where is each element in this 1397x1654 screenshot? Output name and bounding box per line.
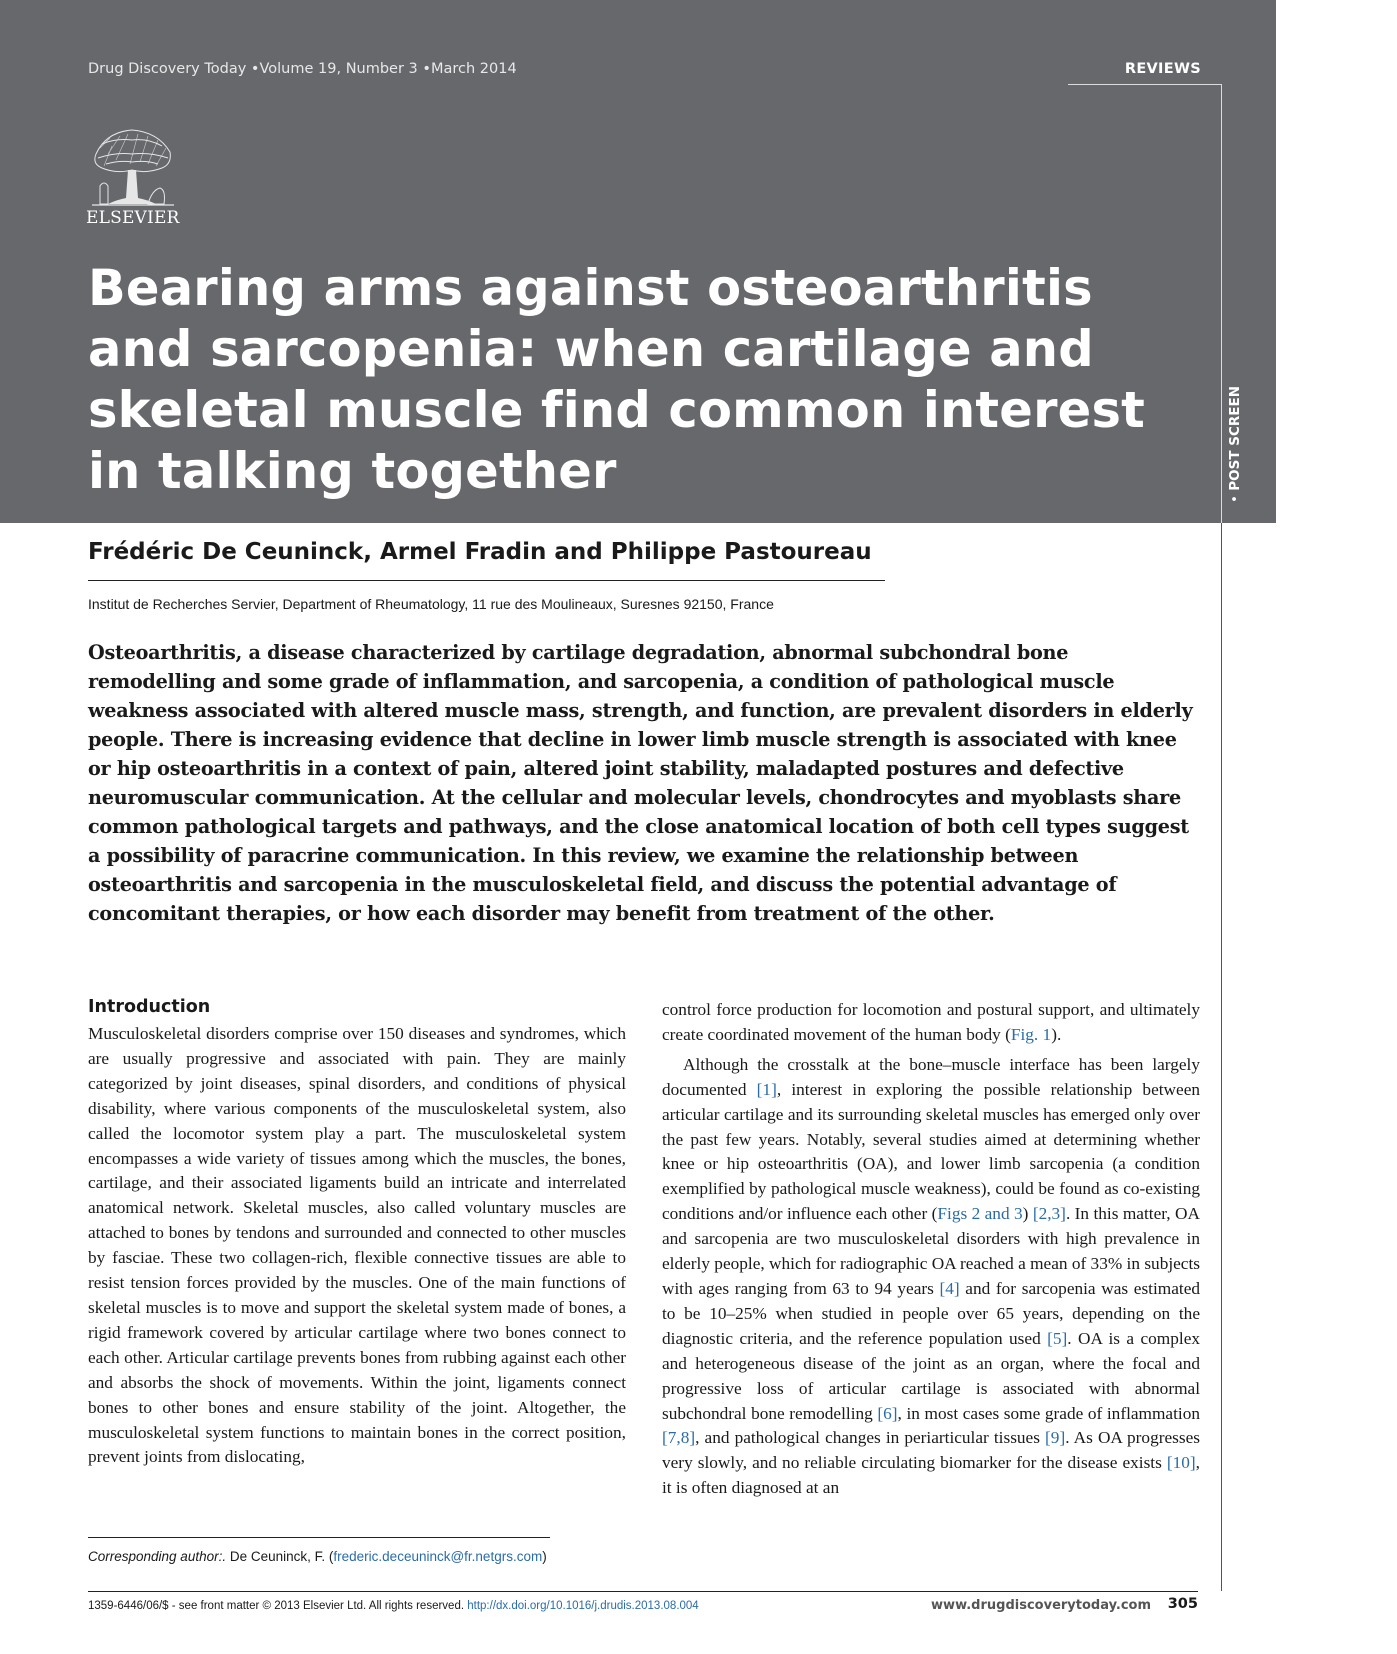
paragraph-text: ). [1051, 1024, 1062, 1044]
body-column-right [662, 998, 1200, 1501]
citation-link[interactable]: [4] [939, 1278, 960, 1298]
journal-name: Drug Discovery Today [88, 61, 247, 77]
doi-link[interactable]: http://dx.doi.org/10.1016/j.drudis.2013.08.004 [467, 1600, 699, 1612]
citation-link[interactable]: [10] [1166, 1453, 1196, 1473]
copyright-text: 1359-6446/06/$ - see front matter © 2013 Elsevier Ltd. All rights reserved. [88, 1600, 465, 1612]
citation-link[interactable]: [5] [1047, 1328, 1068, 1348]
side-tab-prefix: Reviews [1341, 487, 1397, 503]
intro-paragraph-1: Musculoskeletal disorders comprise over 150 diseases and syndromes, which are usually progressive and associated with pain. They are mainly categorized by joint diseases, spinal disorders, and conditions of physical disability, where various components of the musculoskeletal system, also called the locomotor system play a part. The musculoskeletal system encompasses a wide variety of tissues among which the muscles, the bones, cartilage, and their associated ligaments build an intricate and interrelated anatomical network. Skeletal muscles, also called voluntary muscles are attached to bones by tendons and surrounded and connected to other muscles by fasciae. These two collagen-rich, flexible connective tissues are able to resist tension forces provided by the muscles. One of the main functions of skeletal muscles is to move and support the skeletal system made of bones, a rigid framework covered by articular cartilage where two bones connect to each other. Articular cartilage prevents bones from rubbing against each other and absorbs the shock of movements. Within the joint, ligaments connect bones to other bones and ensure stability of the joint. Altogether, the musculoskeletal system functions to maintain bones in the correct position, prevent joints from dislocating, [88, 1024, 626, 1467]
journal-date: March 2014 [430, 61, 517, 77]
journal-info [88, 61, 517, 77]
side-rule-vertical-top [1221, 84, 1222, 523]
copyright-line [88, 1600, 699, 1612]
paragraph-text: . As OA progresses very slowly, and no reliable circulating biomarker for the disease exists [662, 1428, 1200, 1473]
corresponding-name: De Ceuninck, F. [229, 1549, 326, 1564]
bullet-separator: • [422, 61, 431, 77]
side-rule [1068, 84, 1222, 85]
paragraph-text: , and pathological changes in periarticular tissues [695, 1428, 1046, 1448]
paragraph-text: Although the crosstalk at the bone–muscle interface has been largely documented [662, 1054, 1200, 1099]
intro-paragraph-continued [662, 998, 1200, 1048]
citation-link[interactable]: [7,8] [662, 1428, 696, 1448]
citation-link[interactable]: [6] [877, 1403, 898, 1423]
figure-reference-link[interactable]: Figs 2 and 3 [937, 1204, 1023, 1224]
side-tab-label: POST SCREEN [1227, 385, 1243, 491]
paragraph-text: and for sarcopenia was estimated to be 10–25% when studied in people over 65 years, depending on the diagnostic criteria, and the reference population used [662, 1278, 1200, 1348]
email-link[interactable]: frederic.deceuninck@fr.netgrs.com [333, 1549, 543, 1564]
intro-paragraph-2 [662, 1053, 1200, 1501]
paragraph-text: , in most cases some grade of inflammation [897, 1403, 1200, 1423]
page-number: 305 [1167, 1596, 1198, 1612]
publisher-name: ELSEVIER [86, 208, 180, 228]
paragraph-text: . OA is a complex and heterogeneous disease of the joint as an organ, where the focal and progressive loss of articular cartilage is associated with abnormal subchondral bone remodelling [662, 1328, 1201, 1423]
paragraph-text: , it is often diagnosed at an [662, 1453, 1200, 1498]
affiliation: Institut de Recherches Servier, Department of Rheumatology, 11 rue des Moulineaux, Suresnes 92150, France [88, 596, 774, 612]
side-section-tab: Reviews • POST SCREEN [1227, 385, 1397, 503]
corresponding-label: Corresponding author:. [88, 1549, 227, 1564]
side-rule-vertical [1221, 523, 1222, 1591]
paragraph-text: , interest in exploring the possible relationship between articular cartilage and its surrounding skeletal muscles has emerged only over the past few years. Notably, several studies aimed at determining whether knee or hip osteoarthritis (OA), and lower limb sarcopenia (a condition exemplified by pathological muscle weakness), could be found as co-existing conditions and/or influence each other ( [662, 1079, 1200, 1224]
author-list: Frédéric De Ceuninck, Armel Fradin and Philippe Pastoureau [88, 539, 872, 565]
section-label: REVIEWS [1124, 61, 1201, 77]
bullet-separator: • [250, 61, 260, 77]
footnote-divider [88, 1537, 550, 1538]
paragraph-text: . In this matter, OA and sarcopenia are two musculoskeletal disorders with high prevalence in elderly people, which for radiographic OA reached a mean of 33% in subjects with ages ranging from 63 to 94 years [662, 1204, 1200, 1298]
article-title: Bearing arms against osteoarthritis and sarcopenia: when cartilage and skeletal muscle find common interest in talking together [88, 259, 1145, 500]
paragraph-text: control force production for locomotion and postural support, and ultimately create coordinated movement of the human body ( [662, 1000, 1200, 1044]
corresponding-author: Corresponding author:. De Ceuninck, F. (frederic.deceuninck@fr.netgrs.com) [88, 1549, 547, 1564]
citation-link[interactable]: [1] [756, 1079, 777, 1099]
citation-link[interactable]: [2,3] [1032, 1204, 1066, 1224]
section-heading-introduction: Introduction [88, 997, 211, 1017]
journal-website[interactable]: www.drugdiscoverytoday.com [931, 1598, 1151, 1613]
citation-link[interactable]: [9] [1045, 1428, 1066, 1448]
journal-volume: Volume 19, Number 3 [259, 61, 418, 77]
footer-divider [88, 1591, 1198, 1592]
paragraph-text: ) [1022, 1204, 1033, 1224]
figure-reference-link[interactable]: Fig. 1 [1010, 1024, 1052, 1044]
abstract: Osteoarthritis, a disease characterized by cartilage degradation, abnormal subchondral bone remodelling and some grade of inflammation, and sarcopenia, a condition of pathological muscle weakness associated with altered muscle mass, strength, and function, are prevalent disorders in elderly people. There is increasing evidence that decline in lower limb muscle strength is associated with knee or hip osteoarthritis in a context of pain, altered joint stability, maladapted postures and defective neuromuscular communication. At the cellular and molecular levels, chondrocytes and myoblasts share common pathological targets and pathways, and the close anatomical location of both cell types suggest a possibility of paracrine communication. In this review, we examine the relationship between osteoarthritis and sarcopenia in the musculoskeletal field, and discuss the potential advantage of concomitant therapies, or how each disorder may benefit from treatment of the other. [88, 641, 1193, 925]
body-column-left [88, 1022, 626, 1470]
authors-divider [88, 580, 885, 581]
